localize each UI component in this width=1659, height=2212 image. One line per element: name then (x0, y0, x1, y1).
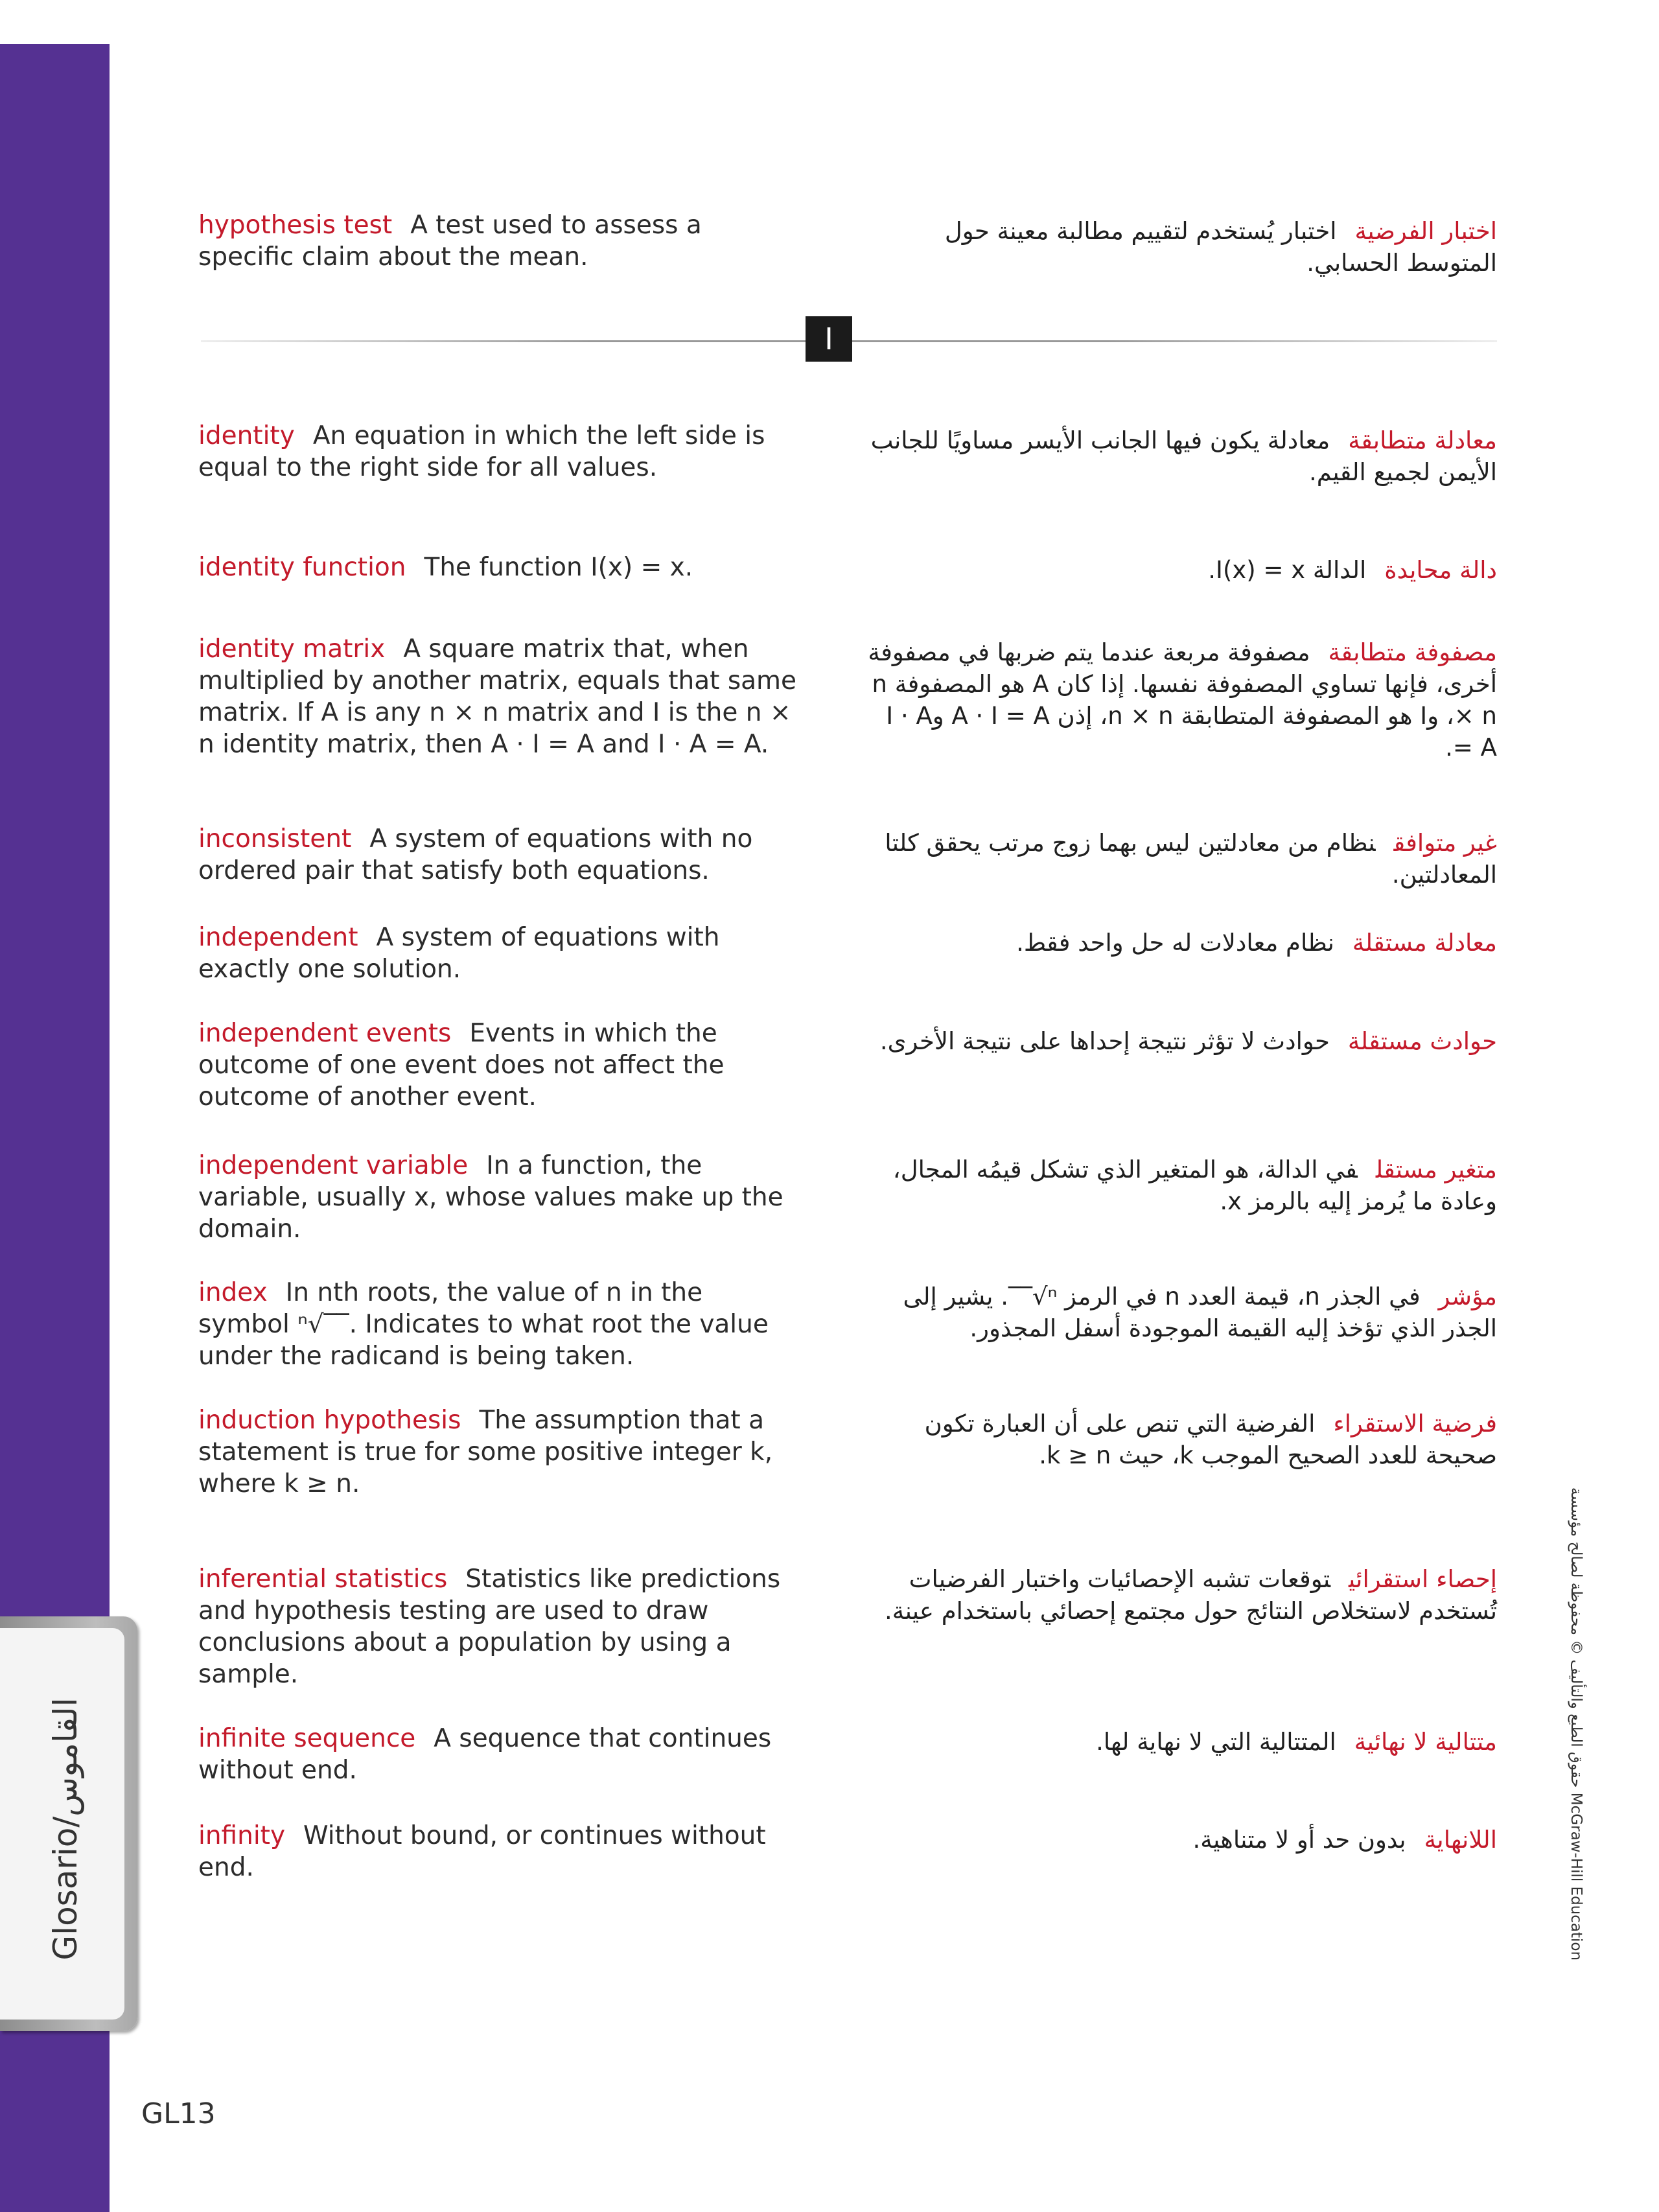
glossary-entry-ar (862, 1154, 1497, 1217)
glossary-entry-en (198, 552, 801, 583)
glossary-entry-en (198, 1018, 801, 1113)
definition-en: The function I(x) = x. (424, 553, 693, 582)
definition-ar: الفرضية التي تنص على أن العبارة تكون صحيحة للعدد الصحيح الموجب k، حيث k ≥ n. (924, 1410, 1497, 1469)
glossary-entry-ar (862, 927, 1497, 959)
definition-en: Events in which the outcome of one event does not affect the outcome of another event. (198, 1019, 725, 1112)
definition-en: In a function, the variable, usually x, whose values make up the domain. (198, 1151, 783, 1244)
term-ar: دالة محايدة (1384, 556, 1497, 584)
term-ar: اختبار الفرضية (1354, 217, 1497, 245)
term-en: independent variable (198, 1151, 469, 1180)
definition-ar: توقعات تشبه الإحصائيات واختبار الفرضيات تُستخدم لاستخلاص النتائج حول مجتمع إحصائي باستخدام عينة. (884, 1565, 1497, 1625)
definition-ar: في الدالة، هو المتغير الذي تشكل قيمُه المجال، وعادة ما يُرمز إليه بالرمز x. (892, 1156, 1497, 1215)
term-en: identity matrix (198, 634, 386, 664)
term-en: identity (198, 421, 295, 450)
section-letter: I (806, 316, 852, 362)
glossary-entry-en (198, 1277, 801, 1372)
definition-en: A square matrix that, when multiplied by another matrix, equals that same matrix. If A is any n × n matrix and I is the n × n identity matrix, then A · I = A and I · A = A. (198, 634, 797, 759)
term-en: inconsistent (198, 824, 352, 854)
term-ar: مؤشر (1438, 1283, 1497, 1310)
definition-en: A system of equations with no ordered pair that satisfy both equations. (198, 824, 753, 885)
term-en: hypothesis test (198, 211, 393, 240)
glossary-entry-en (198, 209, 801, 273)
term-en: identity function (198, 553, 406, 582)
term-ar: غير متوافق (1393, 829, 1497, 857)
term-en: independent events (198, 1019, 452, 1048)
glossary-entry-en (198, 1723, 801, 1786)
glossary-entry-en (198, 1820, 801, 1883)
term-en: inferential statistics (198, 1565, 448, 1594)
glossary-entry-ar (862, 1281, 1497, 1344)
definition-ar: في الجذر n، قيمة العدد n في الرمز ⁿ√‾‾. يشير إلى الجذر الذي تؤخذ إليه القيمة الموجودة أسفل المجذور. (903, 1283, 1497, 1342)
definition-en: In nth roots, the value of n in the symbol ⁿ√‾‾. Indicates to what root the value under the radicand is being taken. (198, 1278, 769, 1371)
term-ar: اللانهاية (1424, 1826, 1497, 1854)
term-ar: متتالية لا نهائية (1354, 1728, 1497, 1756)
term-ar: إحصاء استقرائي (1349, 1565, 1497, 1593)
glossary-entry-ar (862, 1408, 1497, 1471)
definition-en: A sequence that continues without end. (198, 1724, 772, 1785)
glossary-entry-ar (862, 1824, 1497, 1856)
glossary-tab-face (0, 1628, 124, 2020)
glossary-entry-ar (862, 1025, 1497, 1057)
glossary-entry-ar (862, 425, 1497, 488)
term-ar: حوادث مستقلة (1347, 1027, 1497, 1055)
term-ar: معادلة مستقلة (1352, 929, 1497, 957)
glossary-entry-ar (862, 636, 1497, 763)
term-en: independent (198, 923, 358, 952)
definition-ar: الدالة I(x) = x. (1208, 556, 1367, 584)
term-en: induction hypothesis (198, 1406, 461, 1435)
definition-ar: معادلة يكون فيها الجانب الأيسر مساويًا للجانب الأيمن لجميع القيم. (870, 426, 1497, 486)
definition-en: A test used to assess a specific claim about the mean. (198, 211, 702, 272)
definition-ar: نظام معادلات له حل واحد فقط. (1016, 929, 1334, 957)
definition-ar: المتتالية التي لا نهاية لها. (1096, 1728, 1336, 1756)
copyright-notice: حقوق الطبع والتأليف © محفوظة لصالح مؤسسة McGraw-Hill Education (1568, 1487, 1584, 1961)
glossary-entry-ar (862, 554, 1497, 586)
glossary-entry-ar (862, 215, 1497, 279)
term-ar: معادلة متطابقة (1348, 426, 1497, 454)
glossary-entry-en (198, 633, 801, 760)
glossary-entry-ar (862, 827, 1497, 891)
glossary-entry-en (198, 1563, 801, 1690)
glossary-entry-en (198, 922, 801, 985)
term-en: index (198, 1278, 268, 1307)
glossary-tab[interactable] (0, 1616, 137, 2031)
definition-en: The assumption that a statement is true for some positive integer k, where k ≥ n. (198, 1406, 773, 1498)
term-en: infinity (198, 1821, 286, 1850)
definition-en: Statistics like predictions and hypothesis testing are used to draw conclusions about a population by using a sample. (198, 1565, 781, 1689)
definition-ar: حوادث لا تؤثر نتيجة إحداها على نتيجة الأخرى. (879, 1027, 1330, 1055)
glossary-entry-en (198, 420, 801, 483)
glossary-entry-en (198, 1150, 801, 1245)
glossary-entry-en (198, 823, 801, 887)
definition-en: Without bound, or continues without end. (198, 1821, 766, 1882)
glossary-entry-ar (862, 1563, 1497, 1627)
glossary-tab-label: Glosario/القاموس (47, 1697, 84, 1961)
term-ar: مصفوفة متطابقة (1328, 638, 1497, 666)
term-ar: متغير مستقل (1375, 1156, 1497, 1183)
definition-ar: نظام من معادلتين ليس بهما زوج مرتب يحقق كلتا المعادلتين. (885, 829, 1497, 889)
definition-ar: اختبار يُستخدم لتقييم مطالبة معينة حول المتوسط الحسابي. (944, 217, 1497, 277)
definition-en: A system of equations with exactly one solution. (198, 923, 720, 984)
glossary-entry-en (198, 1404, 801, 1500)
page-number: GL13 (141, 2097, 216, 2130)
glossary-entry-ar (862, 1726, 1497, 1758)
definition-ar: مصفوفة مربعة عندما يتم ضربها في مصفوفة أخرى، فإنها تساوي المصفوفة نفسها. إذا كان A هو المصفوفة n × n، وI هو المصفوفة المتطابقة n × n، إذن A · I = A وI · A = A. (868, 638, 1497, 762)
term-ar: فرضية الاستقراء (1333, 1410, 1497, 1438)
definition-ar: بدون حد أو لا متناهية. (1192, 1826, 1406, 1854)
definition-en: An equation in which the left side is equal to the right side for all values. (198, 421, 765, 482)
term-en: infinite sequence (198, 1724, 416, 1753)
